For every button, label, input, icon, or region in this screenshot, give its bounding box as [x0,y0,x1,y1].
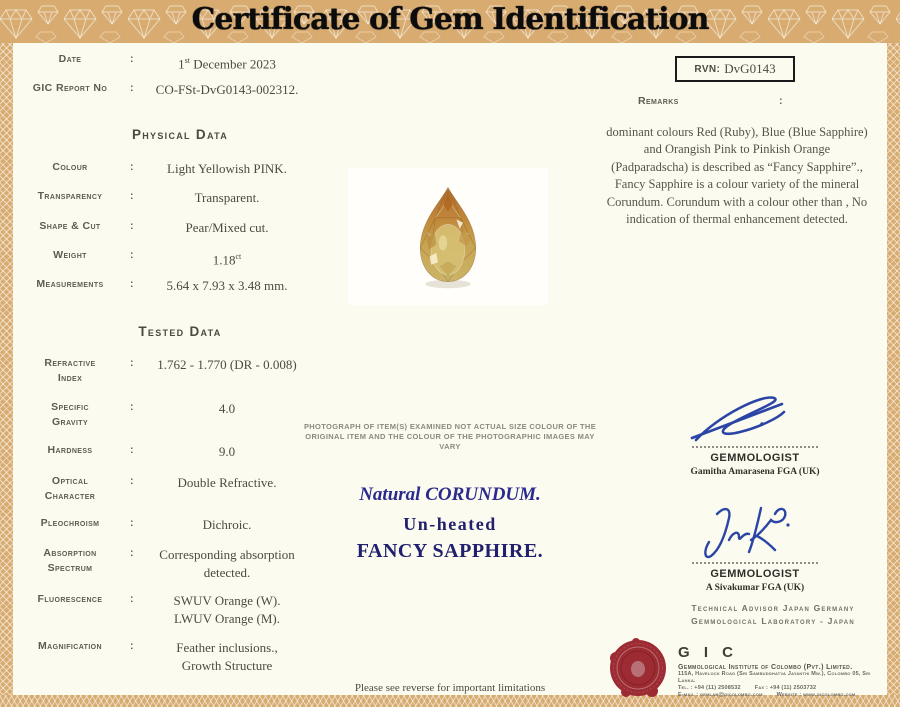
signature-1-image [690,388,800,446]
colon: : [130,278,134,290]
field-pleochroism [15,516,315,534]
identification-line-variety: FANCY SAPPHIRE. [356,540,544,562]
colon: : [130,547,134,559]
field-transparency [15,189,315,207]
label-line2: Index [57,372,83,384]
specific-gravity-value: 4.0 [218,401,236,416]
colon: : [130,357,134,369]
value-line2: Growth Structure [181,657,273,673]
colon: : [130,475,134,487]
value-line1: Corresponding absorption [159,547,295,562]
signature-2-image [695,500,800,560]
rvn-box [675,56,795,82]
org-email: E-mail : gemlab@gicolombo.com [678,692,763,698]
label-line2: Character [44,490,96,502]
measurements-value: 5.64 x 7.93 x 3.48 mm. [166,278,288,293]
technical-advisor-line1: Technical Advisor Japan Germany [691,603,855,613]
field-specific-gravity [15,400,315,430]
certificate-title: Certificate of Gem Identification [191,2,709,37]
photograph-disclaimer: PHOTOGRAPH OF ITEM(S) EXAMINED NOT ACTUAL SIZE COLOUR OF THE ORIGINAL ITEM AND THE COLOUR OF THE PHOTOGRAPHIC IMAGES MAY VARY [303,422,597,451]
weight-unit: ct [235,252,242,261]
report-no-value: CO-FSt-DvG0143-002312. [155,82,299,97]
tested-data-heading: Tested Data [138,324,222,339]
remarks-text: dominant colours Red (Ruby), Blue (Blue Sapphire) and Orangish Pink to Pinkish Orange (Padparadscha) is described as “Fancy Sapphire”., Fancy Sapphire is a colour variety of the mineral Corundum. Corundum with a colour other than , No indication of thermal enhancement detected. [606,125,868,227]
signature-1-line [692,446,818,448]
signature-2-line [692,562,818,564]
fluorescence-value [139,592,315,627]
physical-data-heading: Physical Data [131,127,229,142]
org-name: Gemmological Institute of Colombo (Pvt.) Limited. [678,664,853,671]
identification-line-treatment: Un-heated [403,514,497,534]
field-magnification [15,639,315,674]
weight-number: 1.18 [212,252,236,268]
rvn-value: DvG0143 [724,61,776,76]
refractive-index-value: 1.762 - 1.770 (DR - 0.008) [157,357,297,372]
colour-value: Light Yellowish PINK. [167,161,287,176]
colon: : [130,249,134,261]
colon: : [130,517,134,529]
date-ordinal: st [184,56,190,65]
hardness-value: 9.0 [218,444,236,459]
value-line2: LWUV Orange (M). [173,610,280,626]
colon: : [130,82,134,94]
date-day: 1 [178,56,185,72]
magnification-label: Magnification [38,640,102,652]
label-line1: Absorption [43,547,97,559]
colon: : [130,220,134,232]
field-measurements [15,277,315,295]
absorption-spectrum-value [139,546,315,581]
value-line2: detected. [203,564,251,580]
label-line1: Specific [51,401,89,413]
org-tel: Tel. : +94 (11) 2508532 [678,685,741,691]
decorative-border-left [0,43,13,707]
signature-2-name: A Sivakumar FGA (UK) [705,583,805,593]
label-line1: Refractive [44,357,96,369]
pleochroism-label: Pleochroism [40,517,100,529]
field-absorption-spectrum [15,546,315,581]
gem-photo [348,168,548,305]
reverse-note: Please see reverse for important limitations [354,682,546,694]
org-website: Website : www.gicolombo.com [776,692,856,698]
org-abbreviation: G I C [678,644,739,661]
colon: : [130,190,134,202]
shape-cut-label: Shape & Cut [39,220,101,232]
refractive-index-label [15,356,125,386]
identification-line-mineral: Natural CORUNDUM. [359,484,541,505]
field-colour [15,160,315,178]
pleochroism-value: Dichroic. [202,517,252,532]
absorption-spectrum-label [15,546,125,576]
measurements-label: Measurements [36,278,104,290]
hardness-label: Hardness [47,444,93,456]
date-rest: December 2023 [193,56,276,72]
field-refractive-index [15,356,315,386]
date-value [139,52,315,73]
field-hardness [15,443,315,461]
transparency-value: Transparent. [194,190,260,205]
colon: : [130,401,134,413]
optical-character-label [15,474,125,504]
colon: : [130,444,134,456]
date-label: Date [58,53,82,65]
magnification-value [139,639,315,674]
rvn-label: RVN: [694,63,721,75]
colon: : [779,95,783,107]
field-weight [15,248,315,269]
wax-seal-icon [606,636,670,700]
technical-advisor-line2: Gemmological Laboratory - Japan [691,616,855,626]
specific-gravity-label [15,400,125,430]
org-address: 115A, Havelock Road (Sri Sambuddhatva Jayanthi Mw.), Colombo 05, Sri Lanka. [678,671,871,684]
signature-1-name: Gamitha Amarasena FGA (UK) [690,467,820,477]
value-line1: SWUV Orange (W). [173,593,281,608]
gem-image [406,182,490,292]
organisation-block [678,644,883,699]
label-line2: Spectrum [47,562,93,574]
field-optical-character [15,474,315,504]
optical-character-value: Double Refractive. [177,475,277,490]
decorative-border-right [887,43,900,707]
signature-1-title: GEMMOLOGIST [710,452,800,464]
signature-2-title: GEMMOLOGIST [710,568,800,580]
field-shape-cut [15,219,315,237]
colon: : [130,593,134,605]
field-date [15,52,315,73]
field-fluorescence [15,592,315,627]
shape-cut-value: Pear/Mixed cut. [185,220,269,235]
field-report-no [15,81,315,99]
colon: : [130,53,134,65]
label-line1: Optical [51,475,89,487]
colon: : [130,640,134,652]
fluorescence-label: Fluorescence [37,593,103,605]
weight-label: Weight [53,249,87,261]
value-line1: Feather inclusions., [176,640,278,655]
weight-value [139,248,315,269]
remarks-label: Remarks [638,95,679,107]
org-fax: Fax : +94 (11) 2503732 [754,685,817,691]
report-no-label: GIC Report No [32,82,108,94]
data-column [15,0,315,707]
transparency-label: Transparency [37,190,103,202]
label-line2: Gravity [51,416,89,428]
colon: : [130,161,134,173]
colour-label: Colour [52,161,88,173]
